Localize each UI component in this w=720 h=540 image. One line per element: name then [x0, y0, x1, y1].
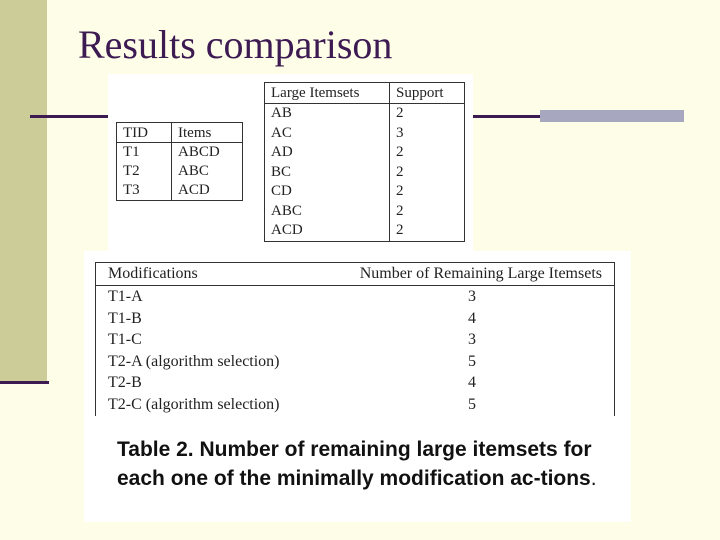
modifications-table: [95, 262, 615, 416]
itemset-row: [265, 143, 465, 163]
table-cell: T1-B: [108, 309, 142, 327]
items-header: Items: [172, 123, 243, 143]
modification-row: [96, 351, 615, 373]
table-cell: T2-C (algorithm selection): [108, 395, 280, 413]
table-cell: 2: [396, 183, 404, 199]
support-header: Support: [390, 83, 465, 104]
title-rule-shade: [540, 110, 684, 122]
side-accent-bar: [0, 0, 47, 383]
table-cell: T1: [117, 143, 172, 163]
table-cell: T1-A: [108, 288, 143, 305]
itemsets-header: Large Itemsets: [265, 83, 390, 104]
itemset-row: [265, 124, 465, 144]
table-cell: 2: [396, 222, 404, 238]
table-cell: 4: [468, 309, 476, 327]
caption-text: Table 2. Number of remaining large itemsets for each one of the minimally modification ac-tions: [117, 438, 592, 490]
itemset-row: [265, 104, 465, 124]
itemset-row: [265, 182, 465, 202]
table-cell: 2: [396, 163, 404, 180]
table-cell: T1-C: [108, 331, 142, 349]
modification-row: [96, 372, 615, 394]
table-cell: 2: [396, 105, 404, 121]
caption-period: .: [590, 467, 597, 490]
slide-title: Results comparison: [78, 22, 393, 67]
table-caption: [117, 435, 607, 493]
table-cell: ABC: [178, 163, 209, 179]
table-cell: CD: [265, 182, 390, 202]
table-cell: 3: [468, 331, 476, 349]
table-cell: ACD: [265, 221, 390, 241]
tid-header: TID: [117, 123, 172, 143]
table-cell: ABC: [265, 202, 390, 222]
itemsets-table: [264, 82, 465, 242]
title-rule-left: [30, 115, 108, 118]
table-cell: 5: [468, 395, 476, 413]
modification-row: [96, 329, 615, 351]
table-cell: T2-B: [108, 374, 142, 392]
modification-row: [96, 394, 615, 416]
transaction-row: [117, 181, 243, 201]
itemset-row: [265, 163, 465, 183]
table-cell: 3: [396, 124, 404, 141]
table-cell: ABCD: [178, 144, 220, 160]
table-cell: ACD: [178, 182, 210, 198]
remaining-header: Number of Remaining Large Itemsets: [315, 263, 614, 286]
table-cell: 3: [468, 288, 476, 305]
itemset-row: [265, 202, 465, 222]
side-accent-rule: [0, 381, 49, 384]
table-cell: T2: [117, 162, 172, 181]
transactions-table: [116, 122, 243, 201]
itemset-figure: [108, 74, 473, 252]
table-cell: AD: [265, 143, 390, 163]
modification-row: [96, 286, 615, 308]
transaction-row: [117, 162, 243, 181]
table-cell: 2: [396, 202, 404, 219]
table-cell: 2: [396, 144, 404, 160]
table-cell: AB: [265, 104, 390, 124]
modifications-header: Modifications: [96, 263, 316, 286]
itemset-row: [265, 221, 465, 241]
table-cell: 4: [468, 374, 476, 392]
table-cell: T3: [117, 181, 172, 201]
modification-row: [96, 308, 615, 330]
modifications-figure: [84, 251, 631, 522]
table-cell: T2-A (algorithm selection): [108, 352, 280, 370]
table-cell: 5: [468, 352, 476, 370]
transaction-row: [117, 143, 243, 163]
table-cell: AC: [265, 124, 390, 144]
table-cell: BC: [265, 163, 390, 183]
